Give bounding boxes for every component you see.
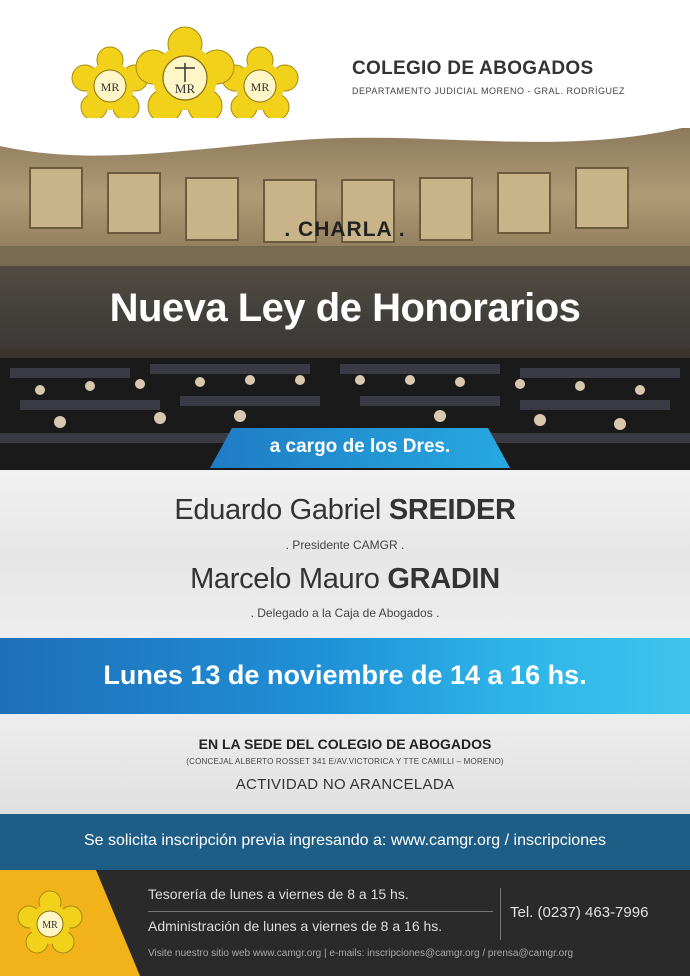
footer-divider <box>148 911 493 912</box>
event-type: . CHARLA . <box>284 218 406 241</box>
svg-text:MR: MR <box>100 80 120 94</box>
header-wave <box>0 118 690 178</box>
event-date: Lunes 13 de noviembre de 14 a 16 hs. <box>103 660 587 690</box>
treasury-hours: Tesorería de lunes a viernes de 8 a 15 hs. <box>148 886 409 902</box>
speaker-2-name <box>0 563 690 596</box>
venue-name: EN LA SEDE DEL COLEGIO DE ABOGADOS <box>198 736 492 752</box>
speakers-intro: a cargo de los Dres. <box>269 436 451 457</box>
svg-text:MR: MR <box>250 80 270 94</box>
org-name: COLEGIO DE ABOGADOS <box>352 58 594 79</box>
speaker-1-surname: SREIDER <box>388 494 516 526</box>
svg-text:MR: MR <box>174 81 196 96</box>
venue-fee-note: ACTIVIDAD NO ARANCELADA <box>235 776 455 793</box>
speaker-1-role: . Presidente CAMGR . <box>285 538 405 552</box>
svg-text:MR: MR <box>42 920 58 931</box>
org-subtitle: DEPARTAMENTO JUDICIAL MORENO - GRAL. RODRÍGUEZ <box>352 86 626 96</box>
footer-logo-panel <box>0 870 140 976</box>
event-title: Nueva Ley de Honorarios <box>109 286 581 330</box>
admin-hours: Administración de lunes a viernes de 8 a 16 hs. <box>148 918 443 934</box>
speaker-2-first-names: Marcelo Mauro <box>190 563 380 595</box>
registration-text: Se solicita inscripción previa ingresando a: www.camgr.org / inscripciones <box>83 832 606 849</box>
venue-address: (CONCEJAL ALBERTO ROSSET 341 E/AV.VICTORICA Y TTE CAMILLI – MORENO) <box>186 757 504 766</box>
speaker-2-role: . Delegado a la Caja de Abogados . <box>250 606 440 620</box>
speaker-1-name <box>0 494 690 527</box>
speaker-2-surname: GRADIN <box>387 563 500 595</box>
website-emails: Visite nuestro sitio web www.camgr.org | e-mails: inscripciones@camgr.org / prensa@camgr.org <box>148 948 574 959</box>
footer-vertical-divider <box>500 888 501 940</box>
speaker-1-first-names: Eduardo Gabriel <box>174 494 382 526</box>
phone-number: Tel. (0237) 463-7996 <box>510 904 649 921</box>
